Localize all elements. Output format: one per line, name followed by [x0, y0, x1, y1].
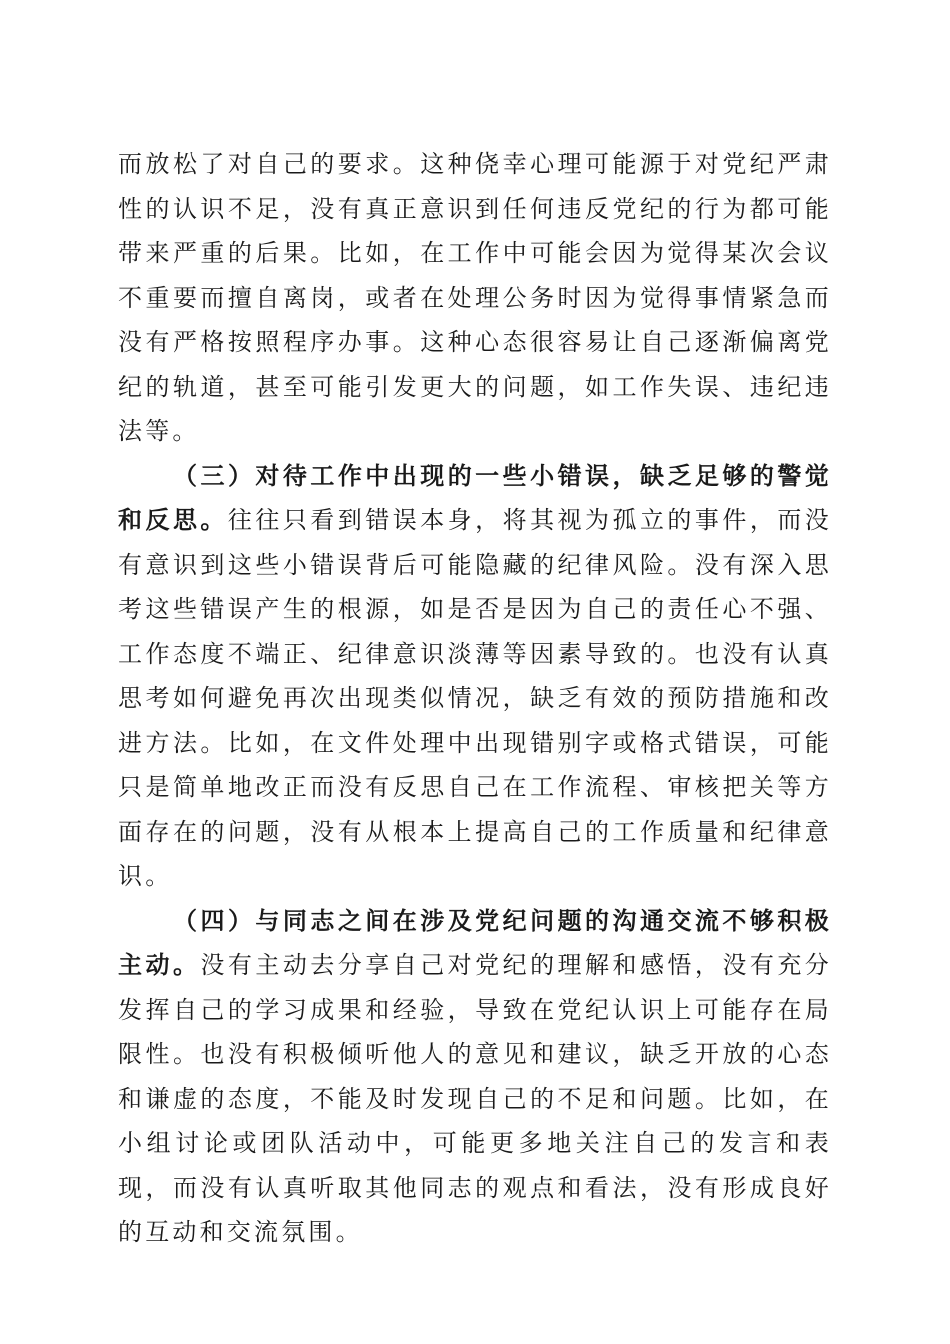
paragraph-text: 而放松了对自己的要求。这种侥幸心理可能源于对党纪严肃性的认识不足，没有真正意识到任何违反党纪的行为都可能带来严重的后果。比如，在工作中可能会因为觉得某次会议不重要而擅自离岗，或者在处理公务时因为觉得事情紧急而没有严格按照程序办事。这种心态很容易让自己逐渐偏离党纪的轨道，甚至可能引发更大的问题，如工作失误、违纪违法等。 — [118, 150, 832, 445]
paragraph-text: 没有主动去分享自己对党纪的理解和感悟，没有充分发挥自己的学习成果和经验，导致在党纪认识上可能存在局限性。也没有积极倾听他人的意见和建议，缺乏开放的心态和谦虚的态度，不能及时发现自己的不足和问题。比如，在小组讨论或团队活动中，可能更多地关注自己的发言和表现，而没有认真听取其他同志的观点和看法，没有形成良好的互动和交流氛围。 — [118, 951, 832, 1246]
section-heading-four: （四）与同志之间在涉及党纪问题的沟通交流不够积极主动。 — [118, 905, 832, 979]
paragraph-text: 往往只看到错误本身，将其视为孤立的事件，而没有意识到这些小错误背后可能隐藏的纪律风险。没有深入思考这些错误产生的根源，如是否是因为自己的责任心不强、工作态度不端正、纪律意识淡薄等因素导致的。也没有认真思考如何避免再次出现类似情况，缺乏有效的预防措施和改进方法。比如，在文件处理中出现错别字或格式错误，可能只是简单地改正而没有反思自己在工作流程、审核把关等方面存在的问题，没有从根本上提高自己的工作质量和纪律意识。 — [118, 506, 832, 890]
paragraph-continuation — [118, 142, 832, 454]
document-body — [118, 142, 832, 1255]
paragraph-section-four — [118, 899, 832, 1255]
section-heading-three: （三）对待工作中出现的一些小错误，缺乏足够的警觉和反思。 — [118, 460, 832, 534]
paragraph-section-three — [118, 454, 832, 899]
